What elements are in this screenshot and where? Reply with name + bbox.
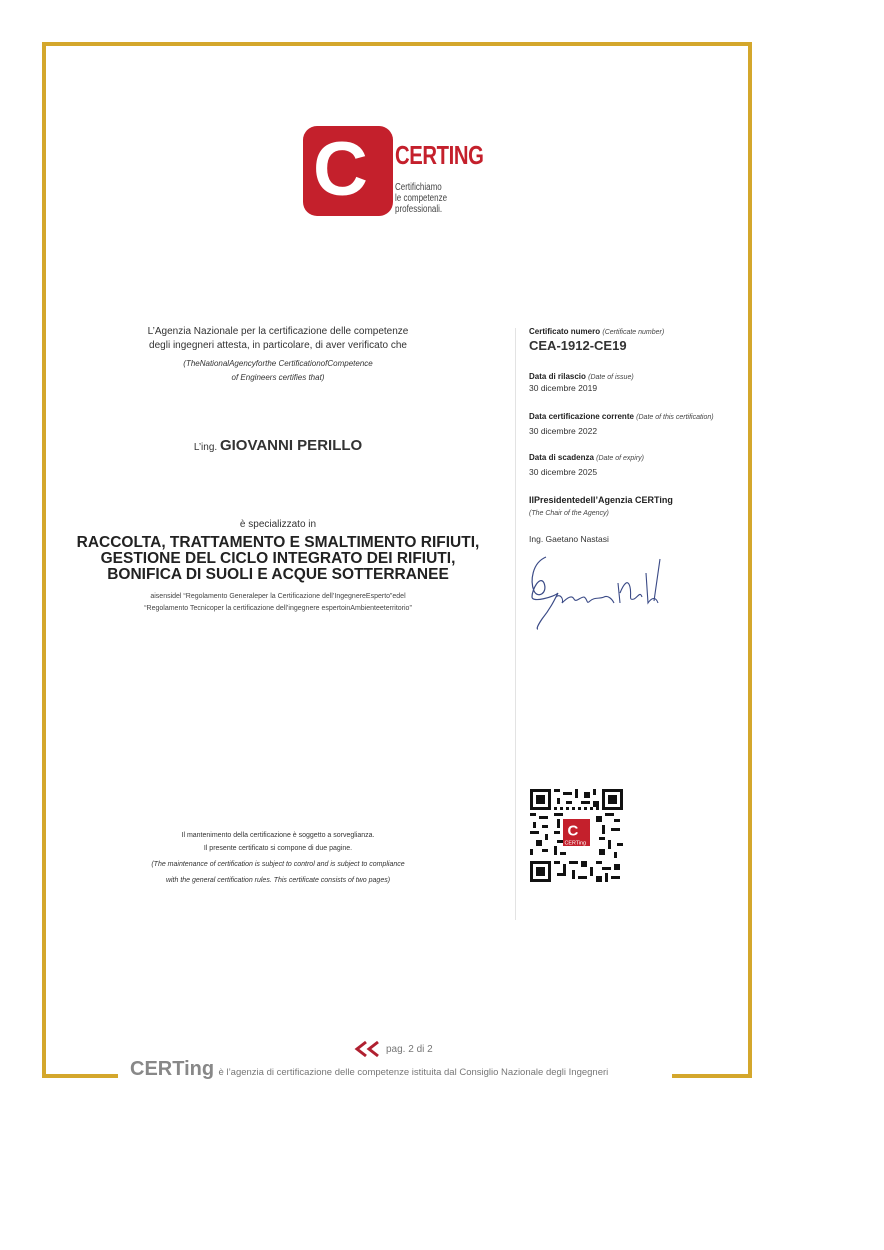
maintenance-text xyxy=(52,829,504,855)
issue-date-block xyxy=(529,372,759,393)
intro-line1: L’Agenzia Nazionale per la certificazione delle competenze xyxy=(147,326,409,337)
qr-code xyxy=(530,789,623,882)
logo-badge xyxy=(303,126,393,216)
intro-line2: degli ingegneri attesta, in particolare, di aver verificato che xyxy=(149,340,407,351)
expiry-date-block xyxy=(529,453,759,477)
regulation-text xyxy=(52,591,504,615)
intro-en-line2: of Engineers certifies that) xyxy=(231,373,325,382)
chair-label-en: (The Chair of the Agency) xyxy=(529,510,609,517)
certing-logo xyxy=(303,126,493,218)
chair-block xyxy=(529,495,759,544)
logo-badge-letter: C xyxy=(313,127,368,212)
cert-number-block xyxy=(529,327,759,353)
specialization-title xyxy=(52,535,504,583)
expiry-date: 30 dicembre 2025 xyxy=(529,467,598,477)
current-date-label-en: (Date of this certification) xyxy=(636,414,714,421)
logo-wordmark: CERTING xyxy=(395,140,484,170)
regulation-line1: aisensidel “Regolamento Generaleper la Certificazione dell’IngegnereEsperto”edel xyxy=(150,593,406,600)
maintenance-text-en xyxy=(52,857,504,889)
maintenance-line2: Il presente certificato si compone di due pagine. xyxy=(203,845,353,852)
logo-tagline-line1: Certifichiamo xyxy=(395,182,442,193)
cert-number-label-en: (Certificate number) xyxy=(602,329,665,336)
footer-brand: CERTing xyxy=(130,1058,215,1080)
page-indicator: pag. 2 di 2 xyxy=(386,1044,433,1055)
current-date: 30 dicembre 2022 xyxy=(529,426,598,436)
logo-tagline xyxy=(395,182,473,215)
pager xyxy=(354,1040,474,1060)
specialization-line3: BONIFICA DI SUOLI E ACQUE SOTTERRANEE xyxy=(107,566,449,583)
maintenance-en-line1: (The maintenance of certification is subject to control and is subject to compliance xyxy=(151,861,405,868)
cert-number-label: Certificato numero xyxy=(529,327,601,336)
regulation-line2: “Regolamento Tecnicoper la certificazione dell’ingegnere espertoinAmbienteeterritorio” xyxy=(144,605,412,612)
frame-bottom-left xyxy=(42,1074,118,1078)
chair-label: IlPresidentedell’Agenzia CERTing xyxy=(529,495,673,505)
specialization-label: è specializzato in xyxy=(239,519,317,530)
svg-text:C: C xyxy=(567,822,579,840)
footer-text: è l’agenzia di certificazione delle competenze istituita dal Consiglio Nazionale degli Ingegneri xyxy=(218,1067,609,1078)
current-date-block xyxy=(529,412,759,436)
recipient-name: GIOVANNI PERILLO xyxy=(219,437,363,454)
issue-date-label-en: (Date of issue) xyxy=(588,374,634,381)
intro-en-line1: (TheNationalAgencyforthe CertificationofCompetence xyxy=(183,359,373,368)
column-divider xyxy=(515,328,516,920)
expiry-date-label-en: (Date of expiry) xyxy=(596,455,645,462)
current-date-label: Data certificazione corrente xyxy=(529,412,634,421)
signature xyxy=(528,553,666,633)
expiry-date-label: Data di scadenza xyxy=(529,453,594,462)
specialization-line1: RACCOLTA, TRATTAMENTO E SMALTIMENTO RIFIUTI, xyxy=(76,534,480,551)
recipient-line xyxy=(52,437,504,454)
chair-name: Ing. Gaetano Nastasi xyxy=(529,534,609,544)
intro-text-en xyxy=(52,357,504,385)
issue-date: 30 dicembre 2019 xyxy=(529,383,598,393)
logo-tagline-line2: le competenze professionali. xyxy=(395,193,448,215)
issue-date-label: Data di rilascio xyxy=(529,372,586,381)
maintenance-en-line2: with the general certification rules. This certificate consists of two pages) xyxy=(165,877,391,884)
footer xyxy=(130,1058,680,1081)
recipient-prefix: L’ing. xyxy=(193,442,218,453)
maintenance-line1: Il mantenimento della certificazione è soggetto a sorveglianza. xyxy=(181,832,375,839)
frame-bottom-right xyxy=(672,1074,748,1078)
intro-text xyxy=(52,325,504,353)
specialization-line2: GESTIONE DEL CICLO INTEGRATO DEI RIFIUTI, xyxy=(100,550,456,567)
cert-number: CEA-1912-CE19 xyxy=(529,338,627,353)
qr-logo-text: CERTing xyxy=(564,840,587,847)
double-chevron-left-icon xyxy=(354,1040,382,1058)
